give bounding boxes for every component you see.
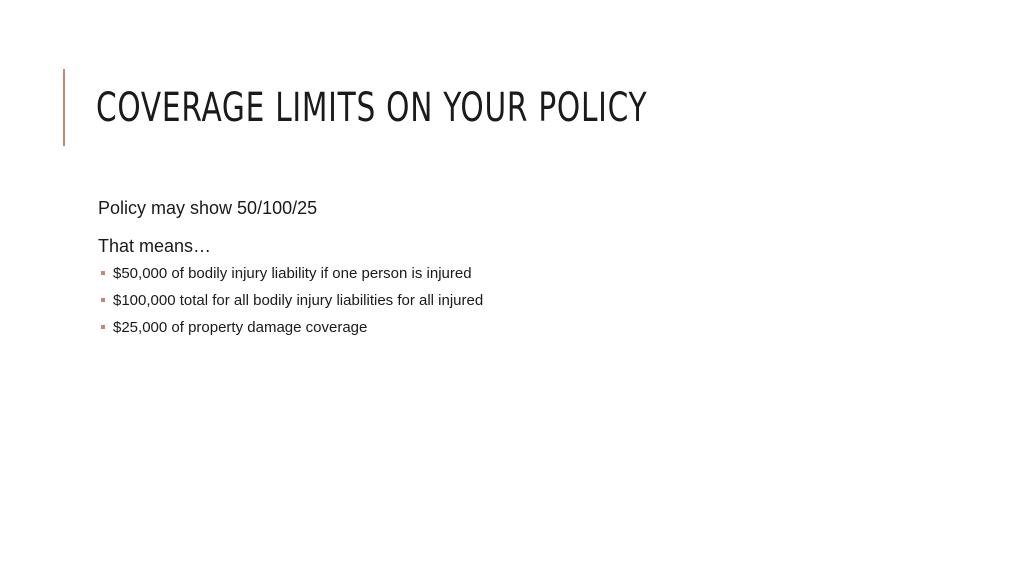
title-accent-bar xyxy=(63,69,65,146)
body-paragraph-policy: Policy may show 50/100/25 xyxy=(98,198,318,218)
bullet-text: $50,000 of bodily injury liability if one person is injured xyxy=(113,265,472,282)
bullet-item xyxy=(98,287,958,314)
slide-title: COVERAGE LIMITS ON YOUR POLICY xyxy=(96,85,648,131)
body-paragraph-that-means: That means… xyxy=(98,236,212,256)
bullet-list xyxy=(98,260,958,341)
square-bullet-icon xyxy=(101,271,105,275)
square-bullet-icon xyxy=(101,325,105,329)
bullet-item xyxy=(98,314,958,341)
bullet-item xyxy=(98,260,958,287)
bullet-text: $100,000 total for all bodily injury liabilities for all injured xyxy=(113,292,484,309)
bullet-text: $25,000 of property damage coverage xyxy=(113,319,368,336)
slide-body xyxy=(98,196,958,341)
square-bullet-icon xyxy=(101,298,105,302)
